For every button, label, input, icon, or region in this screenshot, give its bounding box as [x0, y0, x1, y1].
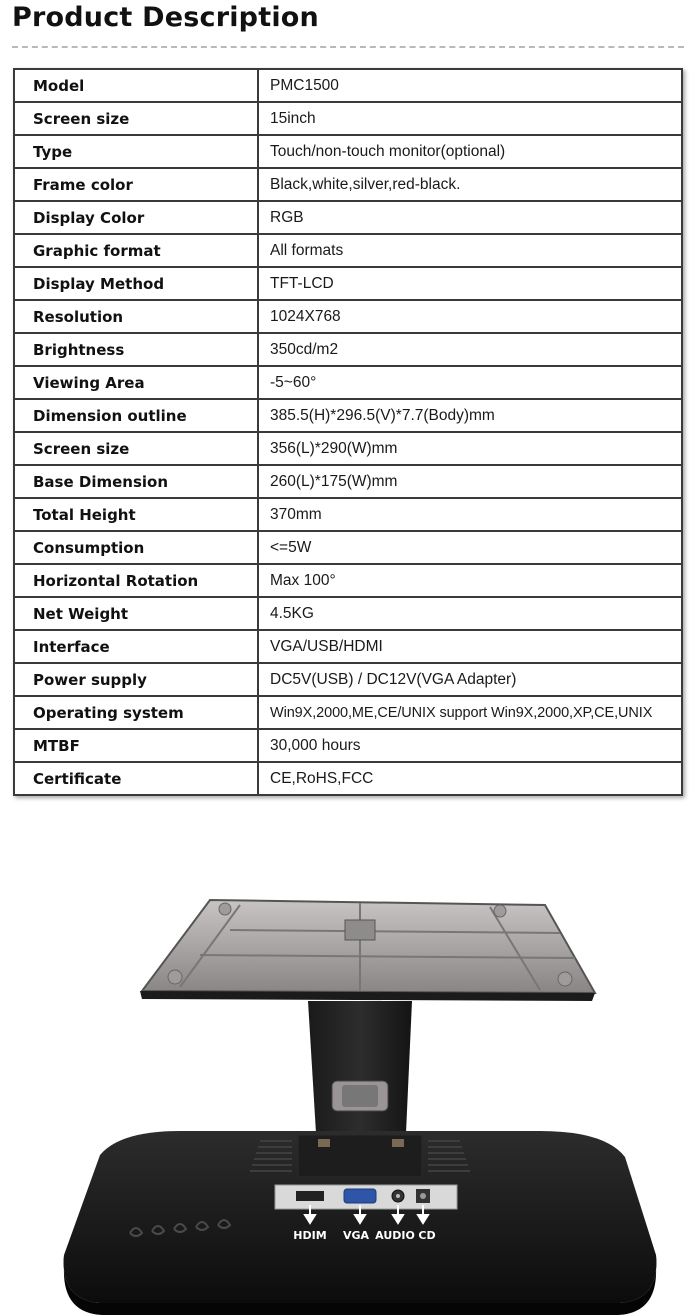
spec-label: Power supply — [14, 663, 258, 696]
spec-label: Display Method — [14, 267, 258, 300]
spec-label: Frame color — [14, 168, 258, 201]
table-row — [14, 762, 682, 795]
spec-label: Screen size — [14, 102, 258, 135]
table-row — [14, 696, 682, 729]
spec-table — [13, 68, 683, 796]
table-row — [14, 597, 682, 630]
dc-label: CD — [418, 1229, 436, 1242]
spec-label: Type — [14, 135, 258, 168]
spec-value: All formats — [258, 234, 682, 267]
spec-value: 350cd/m2 — [258, 333, 682, 366]
spec-value: TFT-LCD — [258, 267, 682, 300]
audio-label: AUDIO — [375, 1229, 415, 1242]
product-photo — [60, 895, 660, 1315]
table-row — [14, 630, 682, 663]
spec-label: MTBF — [14, 729, 258, 762]
spec-label: Graphic format — [14, 234, 258, 267]
table-row — [14, 399, 682, 432]
spec-value: RGB — [258, 201, 682, 234]
table-row — [14, 234, 682, 267]
table-row — [14, 465, 682, 498]
table-row — [14, 102, 682, 135]
spec-label: Base Dimension — [14, 465, 258, 498]
spec-label: Model — [14, 69, 258, 102]
spec-value: 15inch — [258, 102, 682, 135]
spec-label: Interface — [14, 630, 258, 663]
table-row — [14, 69, 682, 102]
spec-value: PMC1500 — [258, 69, 682, 102]
spec-label: Consumption — [14, 531, 258, 564]
spec-label: Total Height — [14, 498, 258, 531]
hdmi-label: HDIM — [293, 1229, 327, 1242]
page-title: Product Description — [12, 2, 319, 33]
vga-label: VGA — [342, 1229, 370, 1242]
hdmi-port-icon — [296, 1191, 324, 1201]
spec-value: 260(L)*175(W)mm — [258, 465, 682, 498]
spec-label: Net Weight — [14, 597, 258, 630]
spec-value: 4.5KG — [258, 597, 682, 630]
spec-value: CE,RoHS,FCC — [258, 762, 682, 795]
spec-label: Dimension outline — [14, 399, 258, 432]
spec-value: VGA/USB/HDMI — [258, 630, 682, 663]
spec-label: Horizontal Rotation — [14, 564, 258, 597]
spec-value: 370mm — [258, 498, 682, 531]
table-row — [14, 366, 682, 399]
table-row — [14, 201, 682, 234]
spec-label: Brightness — [14, 333, 258, 366]
spec-value: <=5W — [258, 531, 682, 564]
spec-value: 356(L)*290(W)mm — [258, 432, 682, 465]
spec-label: Viewing Area — [14, 366, 258, 399]
table-row — [14, 498, 682, 531]
spec-label: Display Color — [14, 201, 258, 234]
spec-label: Resolution — [14, 300, 258, 333]
spec-value: 385.5(H)*296.5(V)*7.7(Body)mm — [258, 399, 682, 432]
table-row — [14, 531, 682, 564]
table-row — [14, 729, 682, 762]
spec-label: Certificate — [14, 762, 258, 795]
spec-value: 30,000 hours — [258, 729, 682, 762]
spec-value: -5~60° — [258, 366, 682, 399]
spec-value: Win9X,2000,ME,CE/UNIX support Win9X,2000,XP,CE,UNIX — [258, 696, 682, 729]
table-row — [14, 663, 682, 696]
vga-port-icon — [344, 1189, 376, 1203]
table-row — [14, 267, 682, 300]
table-row — [14, 168, 682, 201]
stand-post — [308, 1001, 412, 1133]
spec-label: Screen size — [14, 432, 258, 465]
spec-value: Max 100° — [258, 564, 682, 597]
spec-value: Black,white,silver,red-black. — [258, 168, 682, 201]
table-row — [14, 135, 682, 168]
spec-label: Operating system — [14, 696, 258, 729]
spec-value: DC5V(USB) / DC12V(VGA Adapter) — [258, 663, 682, 696]
table-row — [14, 564, 682, 597]
spec-value: Touch/non-touch monitor(optional) — [258, 135, 682, 168]
title-divider — [12, 46, 684, 48]
table-row — [14, 333, 682, 366]
table-row — [14, 432, 682, 465]
table-row — [14, 300, 682, 333]
monitor-back-plate — [140, 900, 595, 1001]
spec-value: 1024X768 — [258, 300, 682, 333]
